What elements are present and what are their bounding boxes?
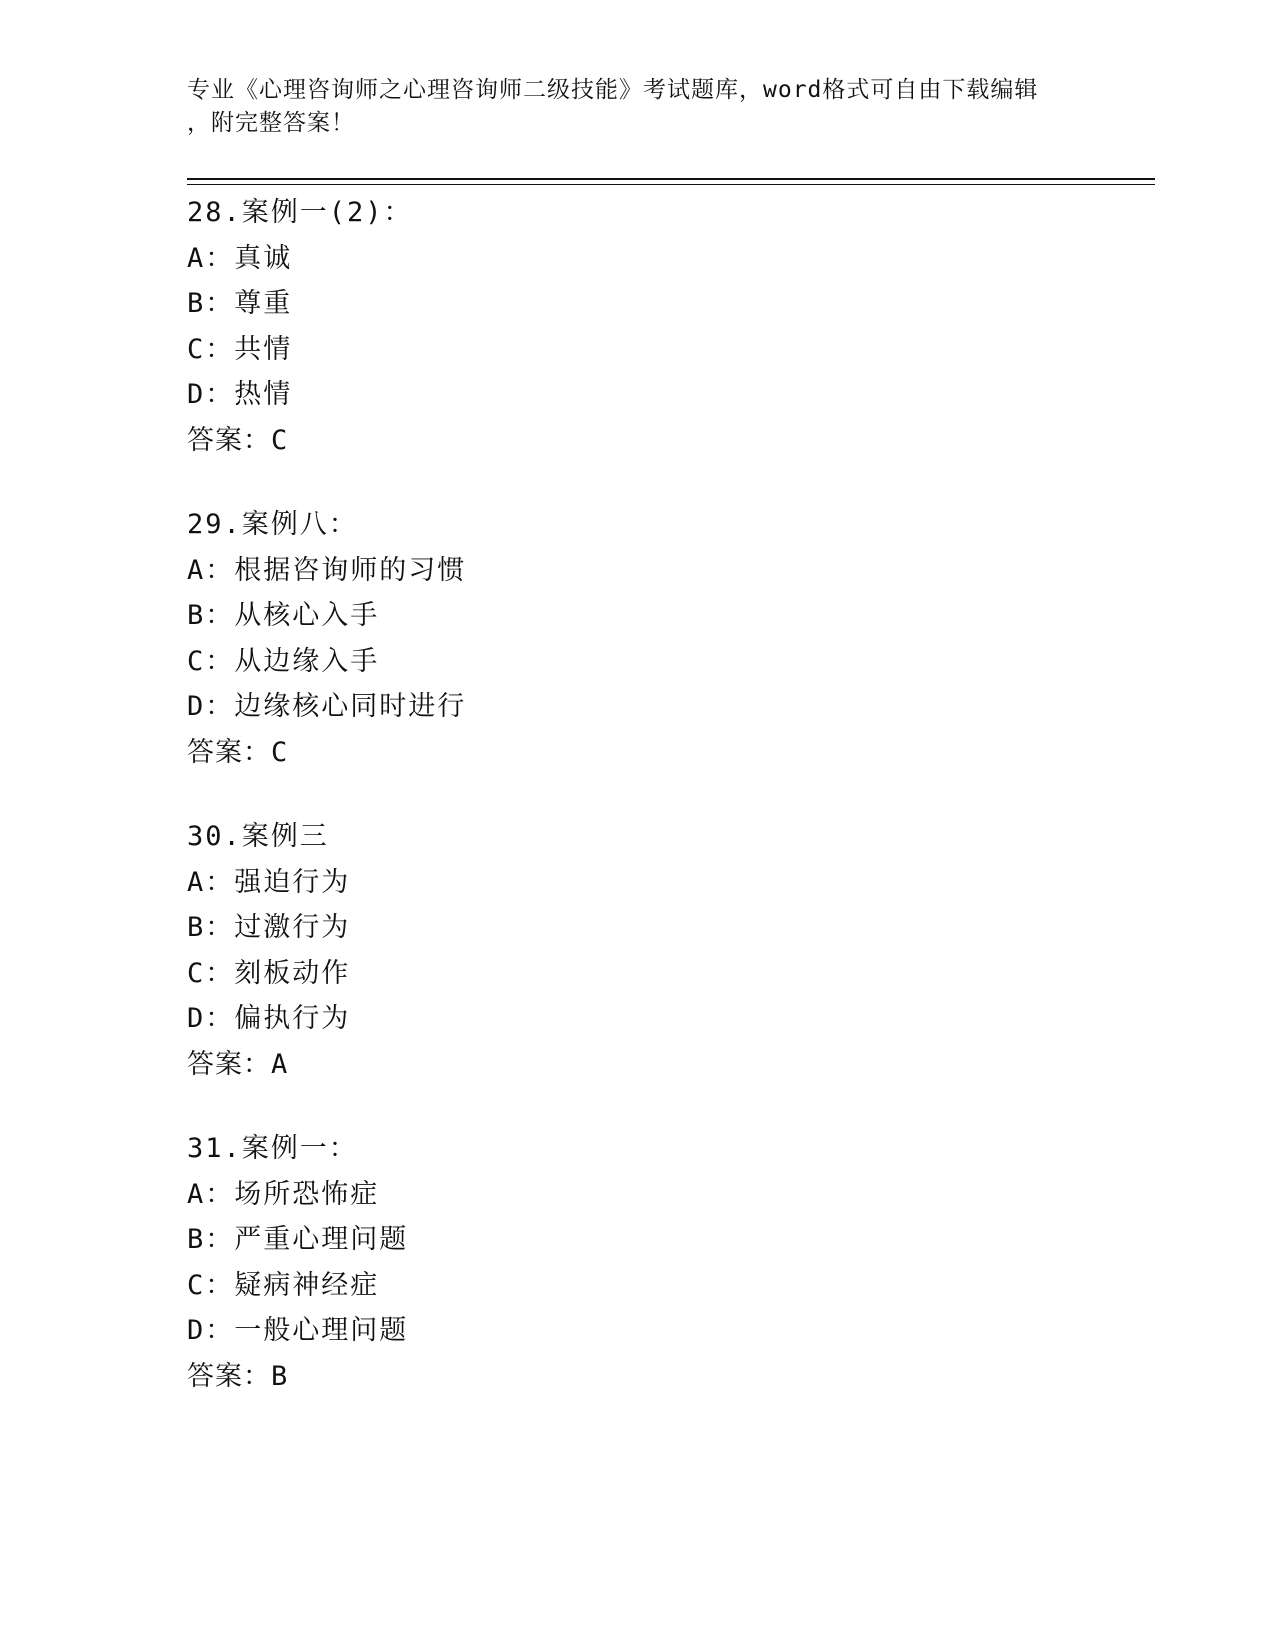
question-28 <box>187 190 1147 463</box>
option-b: B：尊重 <box>187 288 293 319</box>
answer-line: 答案：C <box>187 736 289 768</box>
option-d: D：偏执行为 <box>187 1003 351 1034</box>
option-b: B：严重心理问题 <box>187 1224 409 1255</box>
option-c: C：疑病神经症 <box>187 1269 380 1301</box>
header-divider-thin <box>187 184 1155 185</box>
answer-line: 答案：C <box>187 424 289 456</box>
header-line-1: 专业《心理咨询师之心理咨询师二级技能》考试题库，word格式可自由下载编辑 <box>187 77 1039 103</box>
option-b: B：从核心入手 <box>187 600 380 631</box>
option-c: C：刻板动作 <box>187 957 351 989</box>
question-30 <box>187 814 1147 1087</box>
document-header <box>187 74 1067 140</box>
question-31 <box>187 1126 1147 1399</box>
option-a: A：强迫行为 <box>187 866 351 898</box>
question-29 <box>187 502 1147 775</box>
option-a: A：根据咨询师的习惯 <box>187 554 467 586</box>
option-d: D：边缘核心同时进行 <box>187 691 467 722</box>
question-stem: 30.案例三 <box>187 821 329 852</box>
option-a: A：场所恐怖症 <box>187 1178 380 1210</box>
question-list <box>187 190 1147 1438</box>
question-stem: 31.案例一： <box>187 1133 358 1164</box>
option-b: B：过激行为 <box>187 912 351 943</box>
question-stem: 28.案例一(2)： <box>187 197 413 228</box>
option-d: D：一般心理问题 <box>187 1315 409 1346</box>
header-divider-thick <box>187 178 1155 180</box>
header-line-2: ，附完整答案！ <box>187 110 355 136</box>
answer-line: 答案：B <box>187 1360 289 1392</box>
option-c: C：共情 <box>187 333 293 365</box>
option-c: C：从边缘入手 <box>187 645 380 677</box>
option-d: D：热情 <box>187 379 293 410</box>
answer-line: 答案：A <box>187 1048 289 1080</box>
question-stem: 29.案例八： <box>187 509 358 540</box>
option-a: A：真诚 <box>187 242 293 274</box>
